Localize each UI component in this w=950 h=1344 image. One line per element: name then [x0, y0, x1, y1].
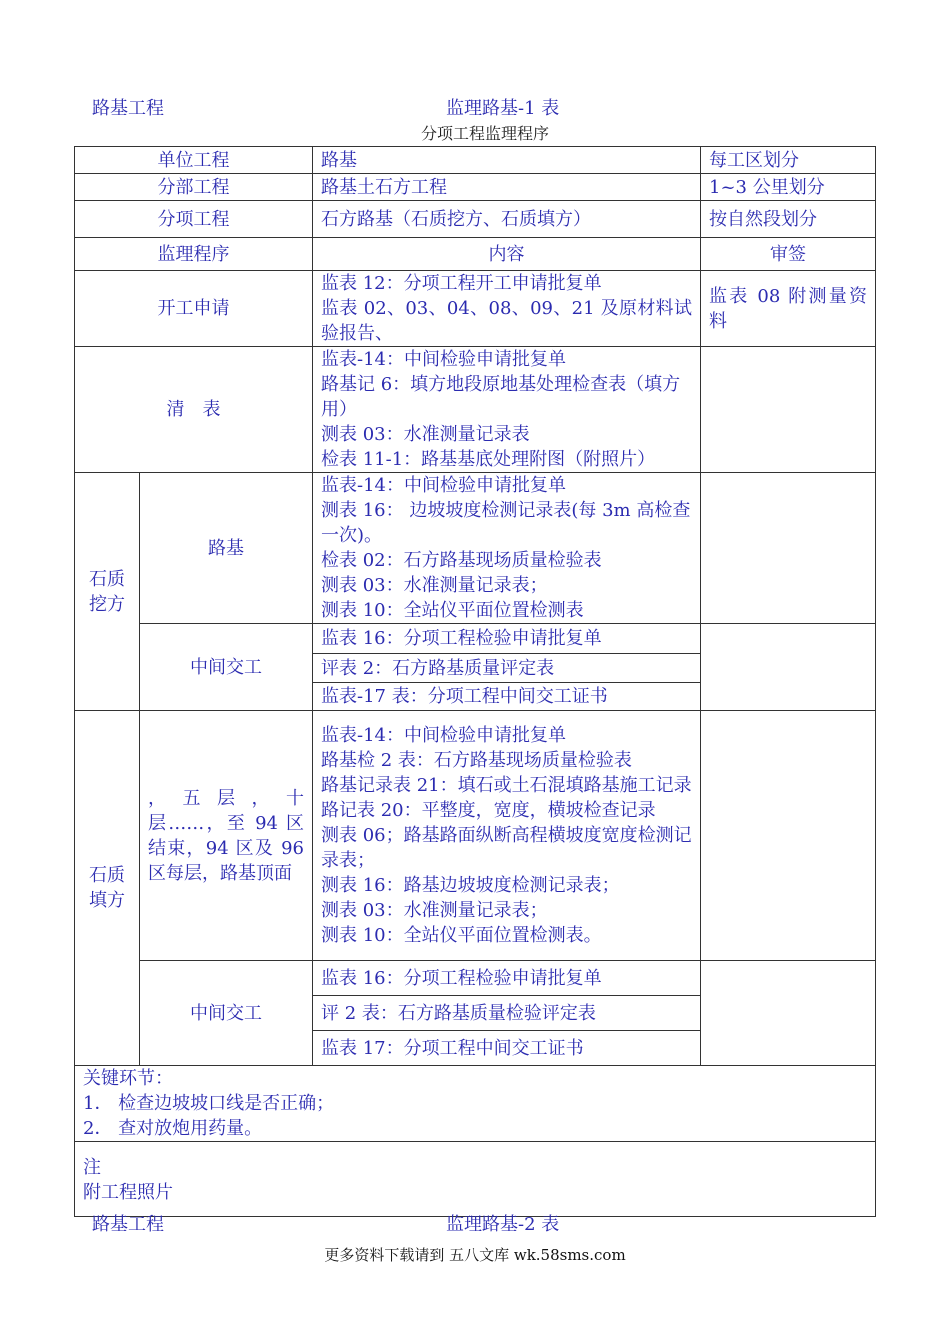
- content-rock-cut-handover-1: 监表 16：分项工程检验申请批复单: [313, 624, 701, 654]
- row-clear-surface: [75, 347, 876, 473]
- heading-sign: 审签: [701, 238, 876, 271]
- label-rock-cut-handover: 中间交工: [140, 624, 313, 711]
- procedure-table: [74, 146, 876, 1217]
- row-rock-cut-handover-1: [75, 624, 876, 654]
- content-clear-surface: 监表-14：中间检验申请批复单 路基记 6：填方地段原地基处理检查表（填方用） 测表 03：水准测量记录表 检表 11-1：路基基底处理附图（附照片）: [313, 347, 701, 473]
- header-form-number: 监理路基-1 表: [446, 98, 560, 119]
- note-title: 注: [83, 1156, 101, 1178]
- row-column-heading: [75, 238, 876, 271]
- row-unit-project: [75, 147, 876, 174]
- content-rock-fill-handover-1: 监表 16：分项工程检验申请批复单: [313, 961, 701, 996]
- row-start-application: [75, 271, 876, 347]
- group-rock-fill: 石质 填方: [75, 711, 140, 1066]
- content-start-application: 监表 12：分项工程开工申请批复单 监表 02、03、04、08、09、21 及原材料试验报告、: [313, 271, 701, 347]
- heading-procedure: 监理程序: [75, 238, 313, 271]
- note-cell: [75, 1142, 876, 1217]
- label-division-project: 分部工程: [75, 174, 313, 201]
- label-start-application: 开工申请: [75, 271, 313, 347]
- content-rock-cut-subgrade: 监表-14：中间检验申请批复单 测表 16： 边坡坡度检测记录表(每 3m 高检查一次)。 检表 02：石方路基现场质量检验表 测表 03：水准测量记录表； 测表 10：全站仪平面位置检测表: [313, 473, 701, 624]
- group-rock-cut: 石质 挖方: [75, 473, 140, 711]
- sign-division-project: 1~3 公里划分: [701, 174, 876, 201]
- content-rock-fill-layers: 监表-14：中间检验申请批复单 路基检 2 表：石方路基现场质量检验表 路基记录表 21：填石或土石混填路基施工记录 路记表 20：平整度，宽度，横坡检查记录 测表 06；路基路面纵断高程横坡度宽度检测记录表； 测表 16：路基边坡坡度检测记录表； 测表 03：水准测量记录表； 测表 10：全站仪平面位置检测表。: [313, 711, 701, 961]
- key-step-2: 2． 查对放炮用药量。: [83, 1118, 263, 1139]
- page-subtitle: 分项工程监理程序: [420, 124, 549, 143]
- header-left: 路基工程: [92, 98, 164, 119]
- row-division-project: [75, 174, 876, 201]
- label-rock-cut-subgrade: 路基: [140, 473, 313, 624]
- content-division-project: 路基土石方工程: [313, 174, 701, 201]
- label-item-project: 分项工程: [75, 201, 313, 238]
- sign-rock-fill-layers: [701, 711, 876, 961]
- sign-start-application: 监表 08 附测量资料: [701, 271, 876, 347]
- sign-clear-surface: [701, 347, 876, 473]
- label-clear-surface: 清 表: [75, 347, 313, 473]
- row-rock-cut-subgrade: [75, 473, 876, 624]
- key-steps-title: 关键环节：: [83, 1068, 173, 1089]
- content-rock-fill-handover-3: 监表 17：分项工程中间交工证书: [313, 1031, 701, 1066]
- content-rock-fill-handover-2: 评 2 表：石方路基质量检验评定表: [313, 996, 701, 1031]
- content-rock-cut-handover-3: 监表-17 表：分项工程中间交工证书: [313, 683, 701, 711]
- label-rock-fill-handover: 中间交工: [140, 961, 313, 1066]
- next-header-form-number: 监理路基-2 表: [446, 1214, 560, 1235]
- label-unit-project: 单位工程: [75, 147, 313, 174]
- sign-item-project: 按自然段划分: [701, 201, 876, 238]
- row-item-project: [75, 201, 876, 238]
- next-header-left: 路基工程: [92, 1214, 164, 1235]
- heading-content: 内容: [313, 238, 701, 271]
- row-key-steps: [75, 1066, 876, 1142]
- key-step-1: 1． 检查边坡坡口线是否正确；: [83, 1093, 335, 1114]
- content-rock-cut-handover-2: 评表 2：石方路基质量评定表: [313, 654, 701, 683]
- row-rock-fill-layers: [75, 711, 876, 961]
- row-note: [75, 1142, 876, 1217]
- footer-download-note: 更多资料下载请到 五八文库 wk.58sms.com: [324, 1246, 626, 1264]
- content-item-project: 石方路基（石质挖方、石质填方）: [313, 201, 701, 238]
- key-steps-cell: [75, 1066, 876, 1142]
- content-unit-project: 路基: [313, 147, 701, 174]
- sign-rock-cut-handover: [701, 624, 876, 711]
- row-rock-fill-handover-1: [75, 961, 876, 996]
- sign-rock-cut-subgrade: [701, 473, 876, 624]
- sign-unit-project: 每工区划分: [701, 147, 876, 174]
- sign-rock-fill-handover: [701, 961, 876, 1066]
- label-rock-fill-layers: ，五层，十层……，至 94 区结束，94 区及 96 区每层，路基顶面: [140, 711, 313, 961]
- note-text: 附工程照片: [83, 1181, 173, 1203]
